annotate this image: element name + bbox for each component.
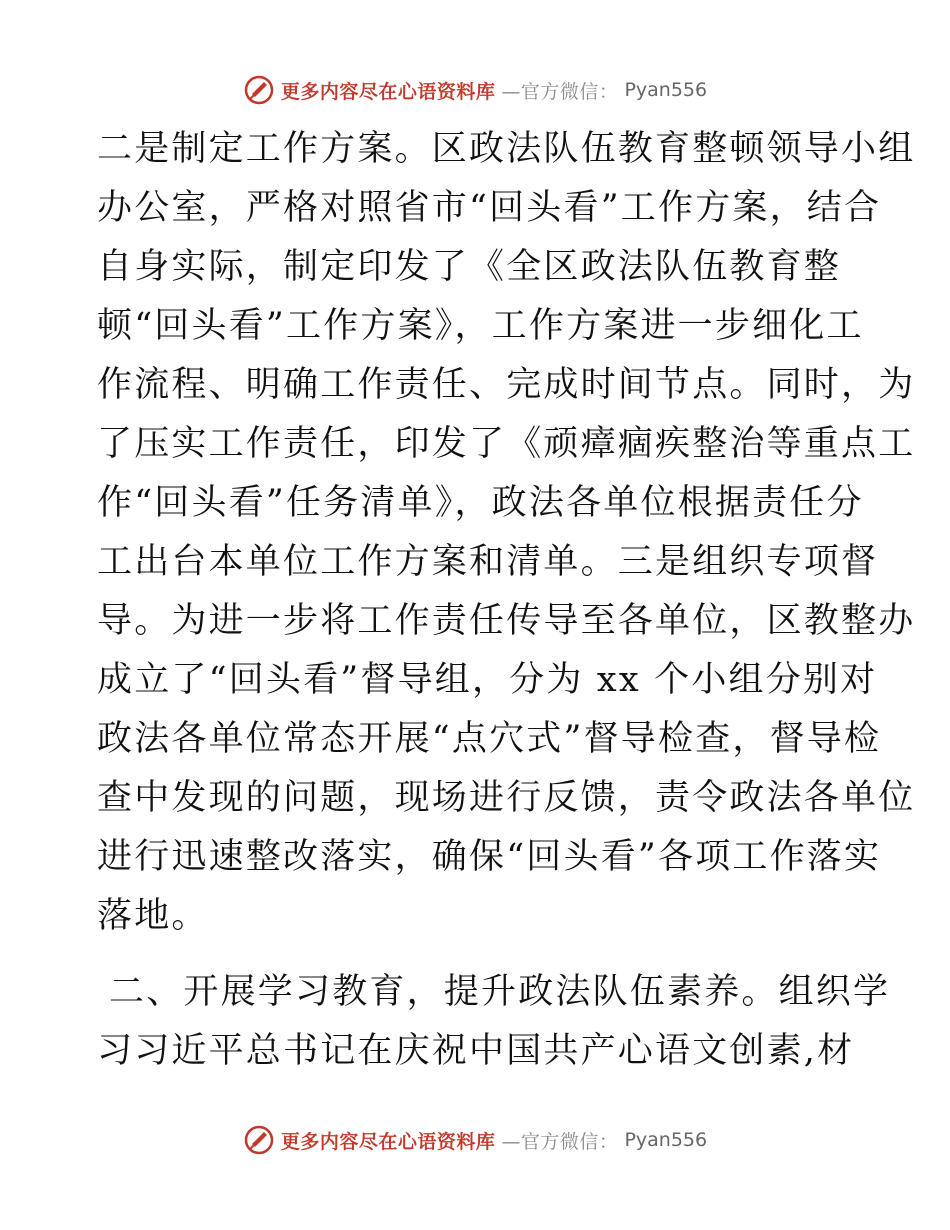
text-line: 自身实际，制定印发了《全区政法队伍教育整 — [97, 247, 842, 287]
seal-logo-icon — [243, 1124, 275, 1156]
text-line: 成立了“回头看”督导组，分为 xx 个小组分别对 — [97, 660, 878, 700]
text-line: 查中发现的问题，现场进行反馈，责令政法各单位 — [97, 778, 916, 818]
paragraph-spacer — [97, 946, 857, 963]
text-line: 二是制定工作方案。区政法队伍教育整顿领导小组 — [97, 129, 916, 169]
text-line: 政法各单位常态开展“点穴式”督导检查，督导检 — [97, 719, 882, 759]
text-line: 落地。 — [97, 896, 209, 936]
watermark-label-text: —官方微信： — [501, 80, 619, 103]
seal-logo-icon — [243, 74, 275, 106]
watermark-label-text: —官方微信： — [501, 1130, 619, 1153]
paragraph-study-education — [97, 963, 891, 1081]
watermark-handle-text: Pyan556 — [624, 79, 708, 101]
text-line: 作流程、明确工作责任、完成时间节点。同时，为 — [97, 365, 916, 405]
watermark-handle-text: Pyan556 — [624, 1129, 708, 1151]
text-line: 习习近平总书记在庆祝中国共产心语文创素,材 — [97, 1031, 855, 1071]
text-line: 工出台本单位工作方案和清单。三是组织专项督 — [97, 542, 879, 582]
text-line: 进行迅速整改落实，确保“回头看”各项工作落实 — [97, 837, 882, 877]
watermark-brand-text: 更多内容尽在心语资料库 — [280, 80, 496, 103]
paragraph-work-plan — [97, 120, 916, 946]
text-line: 二、开展学习教育，提升政法队伍素养。组织学 — [109, 972, 891, 1012]
text-line: 顿“回头看”工作方案》，工作方案进一步细化工 — [97, 306, 864, 346]
text-line: 了压实工作责任，印发了《顽瘴痼疾整治等重点工 — [97, 424, 916, 464]
text-line: 导。为进一步将工作责任传导至各单位，区教整办 — [97, 601, 916, 641]
header-watermark — [0, 70, 950, 110]
text-line: 作“回头看”任务清单》，政法各单位根据责任分 — [97, 483, 864, 523]
text-line: 办公室，严格对照省市“回头看”工作方案，结合 — [97, 188, 882, 228]
footer-watermark — [0, 1120, 950, 1160]
document-body — [97, 120, 916, 1081]
watermark-brand-text: 更多内容尽在心语资料库 — [280, 1130, 496, 1153]
